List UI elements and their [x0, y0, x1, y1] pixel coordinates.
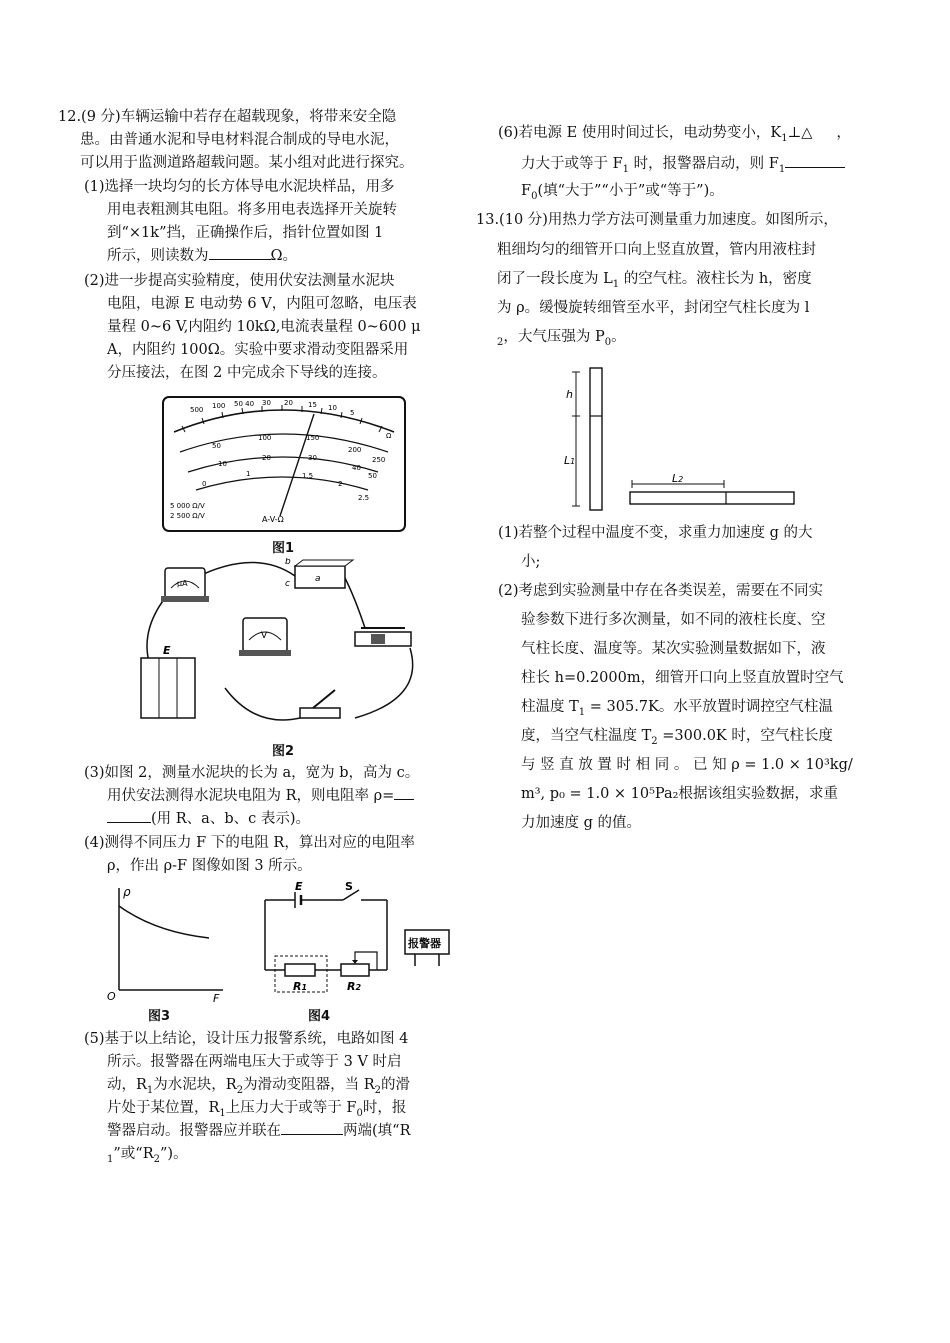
text: 柱温度 T	[521, 699, 579, 715]
subscript: 2	[374, 1084, 381, 1096]
svg-text:1.5: 1.5	[302, 472, 314, 480]
q12-part4-line: ρ，作出 ρ-F 图像如图 3 所示。	[107, 858, 312, 874]
q13-part1-line: (1)若整个过程中温度不变，求重力加速度 g 的大	[498, 525, 813, 541]
answer-blank	[281, 1120, 343, 1135]
subscript: 2	[153, 1153, 160, 1165]
q12-part1-line	[107, 245, 297, 268]
svg-text:100: 100	[258, 434, 272, 442]
label: E	[163, 644, 171, 657]
svg-text:500: 500	[190, 406, 204, 414]
q12-part4-line: (4)测得不同压力 F 下的电阻 R，算出对应的电阻率	[84, 835, 415, 851]
subscript: 1	[578, 706, 586, 718]
answer-blank	[107, 808, 151, 823]
vertical-tube	[590, 368, 602, 510]
subscript: 1	[107, 1153, 114, 1165]
text: F	[521, 183, 532, 199]
subscript: 0	[531, 190, 538, 202]
q12-part5-line: 所示。报警器在两端电压大于或等于 3 V 时启	[107, 1054, 402, 1070]
q13-part2-line: 验参数下进行多次测量，如不同的液柱长度、空	[521, 612, 826, 628]
figure-caption: 图4	[308, 1009, 331, 1024]
tube-figure	[560, 364, 800, 514]
text: (6)若电源 E 使用时间过长，电动势变小，K	[498, 125, 782, 141]
label: V	[261, 631, 268, 641]
text: = 305.7K。水平放置时调控空气柱温	[585, 699, 833, 715]
text: =300.0K 时，空气柱长度	[657, 728, 833, 744]
svg-text:40: 40	[352, 464, 361, 472]
q12-part1-line: 用电表粗测其电阻。将多用电表选择开关旋转	[107, 202, 397, 218]
label: E	[295, 880, 303, 893]
subscript: 1	[219, 1107, 226, 1119]
svg-text:1: 1	[246, 470, 251, 478]
subscript: 1	[778, 163, 786, 175]
text: 闭了一段长度为 L	[497, 271, 613, 287]
omega-symbol: Ω	[386, 432, 392, 440]
q12-part2-line: 量程 0~6 V,内阻约 10kΩ,电流表量程 0~600 μ	[107, 319, 421, 335]
q12-part2-line: A，内阻约 100Ω。实验中要求滑动变阻器采用	[107, 342, 409, 358]
label: R1	[293, 980, 308, 993]
subscript: 0	[604, 336, 612, 348]
q12-part5-line	[107, 1143, 188, 1171]
svg-text:0: 0	[202, 480, 207, 488]
label: b	[285, 558, 291, 567]
apparatus-circuit-figure	[135, 558, 425, 738]
svg-text:100: 100	[212, 402, 226, 410]
q12-part6-line	[498, 122, 851, 150]
q13-line: 13.(10 分)用热力学方法可测量重力加速度。如图所示，	[476, 212, 838, 228]
text: ，大气压强为 P	[503, 329, 605, 345]
q12-line: 12.(9 分)车辆运输中若存在超载现象，将带来安全隐	[58, 109, 397, 125]
q12-part6-line	[521, 180, 724, 208]
svg-text:50 40: 50 40	[234, 400, 255, 408]
alarm-circuit-diagram	[255, 878, 455, 1002]
text: 两端(填“R	[343, 1123, 411, 1139]
answer-blank	[209, 245, 271, 260]
label: μA	[177, 579, 188, 588]
svg-text:200: 200	[348, 446, 362, 454]
multimeter-dial-figure	[162, 396, 406, 532]
svg-text:50: 50	[368, 472, 377, 480]
text: 用伏安法测得水泥块电阻为 R，则电阻率 ρ=	[107, 788, 395, 804]
text: 动，R	[107, 1077, 147, 1093]
svg-text:50: 50	[212, 442, 221, 450]
origin-label: O	[107, 990, 116, 1002]
text: 时，报警器启动，则 F	[629, 156, 779, 172]
microammeter	[161, 568, 209, 602]
text: 的滑	[381, 1077, 410, 1093]
label-h: h	[566, 388, 573, 401]
svg-text:20: 20	[262, 454, 271, 462]
q12-part6-line	[521, 153, 845, 181]
q12-line: 患。由普通水泥和导电材料混合制成的导电水泥，	[80, 132, 399, 148]
text: 为滑动变阻器，当 R	[243, 1077, 375, 1093]
horizontal-tube	[630, 492, 794, 504]
q13-part2-line: 力加速度 g 的值。	[521, 815, 641, 831]
rheostat	[355, 628, 411, 646]
q12-part3-line	[107, 785, 414, 808]
text: 的空气柱。液柱长为 h，密度	[619, 271, 812, 287]
q13-part2-line: 气柱长度、温度等。某次实验测量数据如下，液	[521, 641, 826, 657]
q12-part3-line: (3)如图 2，测量水泥块的长为 a，宽为 b，高为 c。	[84, 765, 420, 781]
answer-blank	[394, 785, 414, 800]
text: 所示，则读数为	[107, 248, 209, 264]
text: 度，当空气柱温度 T	[521, 728, 652, 744]
q12-part2-line: (2)进一步提高实验精度，使用伏安法测量水泥块	[84, 273, 395, 289]
label-l1: L1	[564, 454, 576, 467]
svg-text:20: 20	[284, 399, 293, 407]
label-l2: L2	[672, 472, 684, 485]
subscript: 1	[781, 132, 788, 144]
svg-text:250: 250	[372, 456, 386, 464]
text: 力大于或等于 F	[521, 156, 623, 172]
svg-text:30: 30	[262, 399, 271, 407]
text: (填“大于”“小于”或“等于”)。	[537, 183, 724, 199]
figure-caption: 图1	[272, 541, 295, 556]
svg-text:150: 150	[306, 434, 320, 442]
text: (用 R、a、b、c 表示)。	[151, 811, 310, 827]
q13-part2-line: m³, p₀ = 1.0 × 10⁵Pa₂根据该组实验数据，求重	[521, 786, 838, 802]
meter-label: A-V-Ω	[262, 515, 284, 524]
q13-part2-line: (2)考虑到实验测量中存在各类误差，需要在不同实	[498, 583, 824, 599]
svg-text:10: 10	[218, 460, 227, 468]
q13-part2-line	[521, 696, 833, 724]
rho-f-graph	[105, 882, 230, 1002]
q12-part2-line: 电阻，电源 E 电动势 6 V，内阻可忽略，电压表	[107, 296, 417, 312]
q12-part2-line: 分压接法，在图 2 中完成余下导线的连接。	[107, 365, 387, 381]
figure-caption: 图2	[272, 744, 295, 759]
svg-text:2.5: 2.5	[358, 494, 370, 502]
text: ”)。	[160, 1146, 188, 1162]
subscript: 1	[612, 278, 620, 290]
subscript: 0	[356, 1107, 363, 1119]
label: R2	[347, 980, 362, 993]
text: 上压力大于或等于 F	[225, 1100, 357, 1116]
q13-part2-line	[521, 725, 833, 753]
axis-label: ρ	[123, 885, 131, 899]
subscript: 2	[651, 735, 658, 747]
label: S	[345, 880, 353, 893]
text: 时，报	[362, 1100, 407, 1116]
svg-text:30: 30	[308, 454, 317, 462]
svg-text:10: 10	[328, 404, 337, 412]
subscript: 1	[146, 1084, 154, 1096]
text: Ω。	[270, 248, 298, 264]
q13-part1-line: 小;	[521, 554, 541, 570]
svg-text:2: 2	[338, 480, 343, 488]
q13-part2-line: 柱长 h=0.2000m，细管开口向上竖直放置时空气	[521, 670, 844, 686]
q12-part1-line: 到“×1k”挡，正确操作后，指针位置如图 1	[107, 225, 384, 241]
label: a	[315, 574, 321, 584]
label: c	[285, 579, 290, 589]
q12-line: 可以用于监测道路超载问题。某小组对此进行探究。	[80, 155, 414, 171]
battery	[141, 644, 195, 718]
q12-part5-line	[107, 1120, 411, 1143]
text: ”或“R	[113, 1146, 154, 1162]
text: ，	[836, 125, 851, 141]
alarm-label: 报警器	[408, 937, 441, 950]
answer-blank	[785, 153, 845, 168]
q12-part5-line: (5)基于以上结论，设计压力报警系统，电路如图 4	[84, 1031, 409, 1047]
meter-label: 5 000 Ω/V	[170, 502, 205, 510]
q13-line: 粗细均匀的细管开口向上竖直放置，管内用液柱封	[497, 242, 816, 258]
switch	[300, 690, 340, 718]
meter-label: 2 500 Ω/V	[170, 512, 205, 520]
q13-line	[497, 326, 626, 354]
svg-text:15: 15	[308, 401, 317, 409]
svg-text:5: 5	[350, 409, 355, 417]
q13-part2-line: 与 竖 直 放 置 时 相 同 。 已 知 ρ = 1.0 × 10³kg/	[521, 757, 853, 773]
text: 为水泥块，R	[153, 1077, 237, 1093]
q12-part1-line: (1)选择一块均匀的长方体导电水泥块样品，用多	[84, 179, 395, 195]
q12-part3-line	[107, 808, 310, 831]
rho-curve	[119, 906, 209, 938]
text: 片处于某位置，R	[107, 1100, 220, 1116]
axis-label: F	[213, 992, 220, 1002]
q13-line: 为 ρ。缓慢旋转细管至水平，封闭空气柱长度为 l	[497, 300, 810, 316]
text: ⊥△	[787, 125, 813, 141]
figure-caption: 图3	[148, 1009, 171, 1024]
q13-line	[497, 268, 812, 296]
cement-block	[285, 558, 353, 589]
text: 。	[611, 329, 626, 345]
subscript: 2	[497, 336, 504, 348]
voltmeter	[239, 618, 291, 656]
text: 警器启动。报警器应并联在	[107, 1123, 281, 1139]
subscript: 1	[622, 163, 630, 175]
subscript: 2	[236, 1084, 244, 1096]
